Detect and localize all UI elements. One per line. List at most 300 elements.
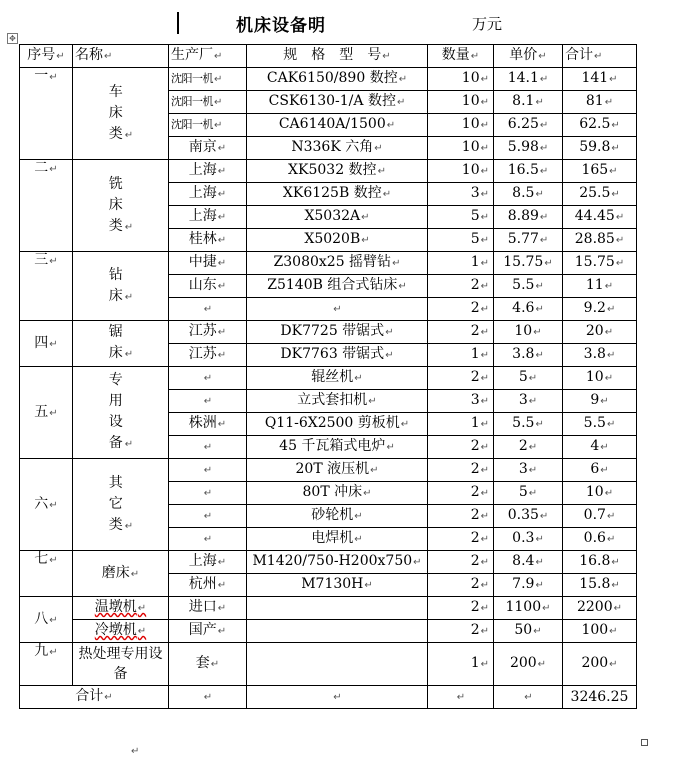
paragraph-mark: ↵ — [480, 396, 489, 407]
total-cell-text: 16.8 — [579, 553, 611, 569]
unit-price-cell — [494, 597, 563, 620]
paragraph-mark: ↵ — [535, 281, 544, 292]
unit-price-cell-text: 5.5 — [512, 415, 535, 431]
total-cell-text: 2200 — [576, 599, 613, 615]
total-cell — [563, 528, 637, 551]
paragraph-mark: ↵ — [480, 626, 489, 637]
manufacturer-cell-text: 上海 — [188, 553, 217, 569]
row-seq-text: 六 — [34, 495, 49, 512]
unit-price-cell — [494, 183, 563, 206]
row-seq — [20, 252, 73, 321]
paragraph-mark: ↵ — [398, 74, 408, 85]
row-seq-text: 九 — [34, 643, 49, 659]
total-cell — [563, 551, 637, 574]
manufacturer-cell-text: 江苏 — [188, 346, 217, 362]
row-seq-text: 七 — [34, 551, 49, 567]
model-cell-text: DK7763 带锯式 — [280, 346, 385, 362]
quantity-cell-text: 5 — [470, 208, 480, 224]
paragraph-mark: ↵ — [480, 258, 489, 269]
paragraph-mark: ↵ — [528, 396, 538, 407]
model-cell — [247, 321, 428, 344]
total-cell-text: 6 — [590, 461, 600, 477]
paragraph-mark: ↵ — [604, 97, 614, 108]
paragraph-mark: ↵ — [611, 143, 620, 154]
quantity-cell-text: 10 — [461, 93, 480, 109]
paragraph-mark: ↵ — [611, 580, 620, 591]
manufacturer-cell — [169, 413, 247, 436]
category-name — [73, 459, 169, 551]
paragraph-mark: ↵ — [49, 72, 58, 83]
model-cell — [247, 160, 428, 183]
paragraph-mark: ↵ — [535, 580, 544, 591]
unit-price-cell — [494, 275, 563, 298]
category-name-text: 温墩机 — [94, 599, 137, 615]
total-cell-text: 81 — [585, 93, 604, 109]
header-quantity: 数量↵ — [428, 45, 494, 68]
model-cell-text: 辊丝机 — [311, 369, 354, 385]
unit-price-cell — [494, 390, 563, 413]
total-cell — [563, 344, 637, 367]
manufacturer-cell-text: 桂林 — [188, 231, 217, 247]
quantity-cell — [428, 620, 494, 643]
paragraph-mark: ↵ — [480, 304, 489, 315]
paragraph-mark: ↵ — [480, 419, 489, 430]
category-name — [73, 597, 169, 620]
paragraph-mark: ↵ — [480, 143, 489, 154]
quantity-cell — [428, 436, 494, 459]
model-cell-text: DK7725 带锯式 — [280, 323, 385, 339]
manufacturer-cell-text: 国产 — [188, 622, 217, 638]
paragraph-mark: ↵ — [386, 442, 395, 453]
paragraph-mark: ↵ — [413, 557, 422, 568]
total-cell — [563, 482, 637, 505]
quantity-cell-text: 1 — [470, 346, 480, 362]
paragraph-mark: ↵ — [600, 396, 609, 407]
unit-price-cell — [494, 298, 563, 321]
paragraph-mark: ↵ — [203, 692, 213, 703]
total-cell — [563, 459, 637, 482]
row-seq — [20, 160, 73, 252]
quantity-cell — [428, 298, 494, 321]
category-name — [73, 367, 169, 459]
paragraph-mark: ↵ — [49, 164, 58, 175]
paragraph-mark: ↵ — [544, 258, 553, 269]
unit-price-cell-text: 8.89 — [507, 208, 539, 224]
paragraph-mark: ↵ — [333, 692, 342, 703]
table-row — [20, 551, 637, 574]
manufacturer-cell — [169, 229, 247, 252]
model-cell-text: XK5032 数控 — [288, 162, 377, 178]
quantity-cell — [428, 137, 494, 160]
table-row — [20, 321, 637, 344]
paragraph-mark: ↵ — [604, 488, 614, 499]
total-cell-text: 25.5 — [579, 185, 611, 201]
model-cell-text: CAK6150/890 数控 — [266, 70, 398, 86]
row-seq-text: 一 — [34, 68, 49, 84]
paragraph-mark: ↵ — [456, 692, 466, 703]
paragraph-mark: ↵ — [480, 580, 489, 591]
quantity-cell — [428, 390, 494, 413]
quantity-cell — [428, 206, 494, 229]
unit-price-cell-text: 200 — [509, 655, 537, 671]
paragraph-mark: ↵ — [524, 692, 533, 703]
category-name — [73, 620, 169, 643]
quantity-cell-text: 2 — [470, 369, 480, 385]
manufacturer-cell-text: 山东 — [188, 277, 217, 293]
paragraph-mark: ↵ — [217, 419, 227, 430]
model-cell — [247, 68, 428, 91]
table-resize-handle[interactable] — [641, 739, 648, 746]
paragraph-mark: ↵ — [214, 96, 222, 108]
paragraph-mark: ↵ — [354, 373, 363, 384]
quantity-cell — [428, 459, 494, 482]
grand-total-value — [563, 686, 637, 709]
paragraph-mark: ↵ — [49, 407, 58, 419]
quantity-cell-text: 2 — [470, 484, 480, 500]
model-cell — [247, 367, 428, 390]
manufacturer-cell-text: 上海 — [188, 185, 217, 201]
table-row — [20, 643, 637, 686]
paragraph-mark: ↵ — [609, 74, 618, 85]
total-cell-text: 3.8 — [583, 346, 606, 362]
quantity-cell — [428, 686, 494, 709]
quantity-cell-text: 3 — [470, 185, 480, 201]
paragraph-mark: ↵ — [535, 304, 544, 315]
manufacturer-cell — [169, 574, 247, 597]
paragraph-mark: ↵ — [539, 120, 549, 131]
model-cell-text: CSK6130-1/A 数控 — [268, 93, 396, 109]
paragraph-mark: ↵ — [611, 557, 620, 568]
total-cell-text: 20 — [585, 323, 604, 339]
paragraph-mark: ↵ — [480, 511, 489, 522]
header-seq: 序号↵ — [20, 45, 73, 68]
paragraph-mark: ↵ — [49, 256, 58, 267]
paragraph-mark: ↵ — [480, 350, 489, 361]
unit-price-cell-text: 7.9 — [512, 576, 535, 592]
unit-price-cell — [494, 574, 563, 597]
total-cell-text: 44.45 — [574, 208, 615, 224]
total-cell — [563, 436, 637, 459]
total-cell — [563, 160, 637, 183]
paragraph-mark: ↵ — [480, 557, 489, 568]
row-seq — [20, 459, 73, 551]
model-cell — [247, 344, 428, 367]
equipment-table — [19, 44, 637, 709]
paragraph-mark: ↵ — [535, 189, 544, 200]
quantity-cell-text: 10 — [461, 139, 480, 155]
manufacturer-cell-text: 杭州 — [188, 576, 217, 592]
document-title: 机床设备明 — [236, 16, 326, 36]
manufacturer-cell — [169, 686, 247, 709]
paragraph-mark: ↵ — [480, 120, 489, 131]
unit-price-cell-text: 5.5 — [512, 277, 535, 293]
paragraph-mark: ↵ — [217, 281, 227, 292]
quantity-cell — [428, 528, 494, 551]
category-name-text: 专用设备 — [108, 372, 123, 451]
manufacturer-cell-text: 上海 — [188, 208, 217, 224]
total-cell-text: 0.7 — [583, 507, 606, 523]
paragraph-mark: ↵ — [613, 603, 623, 614]
category-name — [73, 321, 169, 367]
row-seq-text: 三 — [34, 252, 49, 268]
quantity-cell-text: 1 — [470, 254, 480, 270]
paragraph-mark: ↵ — [370, 465, 379, 476]
category-name-text: 车床类 — [108, 83, 123, 142]
unit-price-cell — [494, 160, 563, 183]
unit-price-cell-text: 2 — [518, 438, 528, 454]
unit-price-cell-text: 5 — [518, 484, 528, 500]
manufacturer-cell-text: 江苏 — [188, 323, 217, 339]
manufacturer-cell — [169, 206, 247, 229]
quantity-cell — [428, 183, 494, 206]
unit-price-cell — [494, 551, 563, 574]
table-move-handle-icon[interactable]: ✥ — [7, 33, 18, 44]
model-cell — [247, 229, 428, 252]
manufacturer-cell — [169, 298, 247, 321]
unit-price-cell — [494, 620, 563, 643]
paragraph-mark: ↵ — [606, 511, 616, 522]
table-row — [20, 597, 637, 620]
manufacturer-cell — [169, 482, 247, 505]
unit-price-cell-text: 3 — [518, 461, 528, 477]
paragraph-mark: ↵ — [124, 291, 134, 303]
paragraph-mark: ↵ — [480, 659, 489, 670]
unit-price-cell — [494, 137, 563, 160]
paragraph-mark: ↵ — [203, 488, 213, 499]
paragraph-mark: ↵ — [528, 465, 538, 476]
quantity-cell-text: 10 — [461, 116, 480, 132]
paragraph-mark: ↵ — [615, 258, 625, 269]
model-cell — [247, 551, 428, 574]
unit-price-cell — [494, 114, 563, 137]
total-cell-text: 15.8 — [579, 576, 611, 592]
paragraph-mark: ↵ — [203, 304, 213, 315]
quantity-cell-text: 2 — [470, 438, 480, 454]
paragraph-mark: ↵ — [386, 120, 396, 131]
paragraph-mark: ↵ — [604, 373, 614, 384]
model-cell — [247, 597, 428, 620]
manufacturer-cell — [169, 643, 247, 686]
quantity-cell-text: 2 — [470, 576, 480, 592]
paragraph-mark: ↵ — [333, 304, 342, 315]
unit-price-cell-text: 4.6 — [512, 300, 535, 316]
model-cell — [247, 436, 428, 459]
unit-price-cell-text: 3.8 — [512, 346, 535, 362]
unit-price-cell — [494, 459, 563, 482]
paragraph-mark: ↵ — [382, 189, 392, 200]
manufacturer-cell-text: 进口 — [188, 599, 217, 615]
header-row — [20, 45, 637, 68]
manufacturer-cell — [169, 68, 247, 91]
category-name-text: 冷墩机 — [94, 622, 137, 638]
header-name: 名称↵ — [73, 45, 169, 68]
manufacturer-cell — [169, 183, 247, 206]
paragraph-mark: ↵ — [480, 488, 489, 499]
model-cell — [247, 528, 428, 551]
paragraph-mark: ↵ — [533, 327, 542, 338]
unit-price-cell-text: 5.98 — [507, 139, 539, 155]
total-cell-text: 165 — [581, 162, 609, 178]
paragraph-mark: ↵ — [124, 129, 134, 141]
table-row — [20, 620, 637, 643]
unit-price-cell-text: 14.1 — [507, 70, 539, 86]
paragraph-mark: ↵ — [374, 143, 383, 154]
total-cell-text: 15.75 — [574, 254, 615, 270]
paragraph-mark: ↵ — [363, 488, 372, 499]
quantity-cell — [428, 505, 494, 528]
paragraph-mark: ↵ — [354, 511, 363, 522]
total-cell-text: 200 — [581, 655, 609, 671]
model-cell — [247, 252, 428, 275]
paragraph-mark: ↵ — [606, 419, 616, 430]
paragraph-mark: ↵ — [203, 511, 213, 522]
paragraph-mark: ↵ — [217, 327, 227, 338]
model-cell-text: Z5140B 组合式钻床 — [267, 277, 398, 293]
paragraph-mark: ↵ — [385, 350, 394, 361]
quantity-cell-text: 1 — [470, 655, 480, 671]
paragraph-mark: ↵ — [217, 166, 227, 177]
paragraph-mark: ↵ — [49, 647, 58, 658]
paragraph-mark: ↵ — [203, 442, 213, 453]
table-body — [20, 68, 637, 709]
quantity-cell-text: 2 — [470, 461, 480, 477]
header-unit-price: 单价↵ — [494, 45, 563, 68]
model-cell — [247, 137, 428, 160]
quantity-cell — [428, 367, 494, 390]
total-cell — [563, 413, 637, 436]
quantity-cell-text: 2 — [470, 622, 480, 638]
total-cell — [563, 183, 637, 206]
paragraph-mark: ↵ — [217, 626, 227, 637]
model-cell-text: XK6125B 数控 — [282, 185, 382, 201]
unit-price-cell-text: 0.3 — [512, 530, 535, 546]
model-cell-text: 电焊机 — [311, 530, 354, 546]
paragraph-mark: ↵ — [214, 119, 222, 131]
paragraph-mark: ↵ — [49, 338, 58, 350]
category-name — [73, 551, 169, 597]
total-cell-text: 5.5 — [583, 415, 606, 431]
unit-price-cell — [494, 252, 563, 275]
quantity-cell-text: 2 — [470, 300, 480, 316]
unit-price-cell — [494, 321, 563, 344]
quantity-cell — [428, 482, 494, 505]
model-cell — [247, 206, 428, 229]
manufacturer-cell — [169, 275, 247, 298]
total-cell-text: 28.85 — [574, 231, 615, 247]
manufacturer-cell — [169, 252, 247, 275]
model-cell-text: 45 千瓦箱式电炉 — [279, 438, 386, 454]
row-seq-text: 四 — [34, 334, 49, 351]
category-name — [73, 643, 169, 686]
manufacturer-cell-text: 上海 — [188, 162, 217, 178]
unit-price-cell — [494, 68, 563, 91]
total-cell — [563, 229, 637, 252]
unit-price-cell-text: 0.35 — [507, 507, 539, 523]
paragraph-mark: ↵ — [217, 189, 227, 200]
table-row — [20, 459, 637, 482]
paragraph-mark: ↵ — [604, 327, 614, 338]
header-model: 规 格 型 号↵ — [247, 45, 428, 68]
quantity-cell-text: 2 — [470, 599, 480, 615]
manufacturer-cell-text: 株洲 — [188, 415, 217, 431]
paragraph-mark: ↵ — [611, 189, 620, 200]
manufacturer-cell — [169, 505, 247, 528]
unit-price-cell-text: 15.75 — [503, 254, 544, 270]
paragraph-mark: ↵ — [203, 396, 213, 407]
unit-price-cell-text: 10 — [514, 323, 533, 339]
paragraph-mark: ↵ — [361, 212, 370, 223]
paragraph-mark: ↵ — [609, 166, 618, 177]
manufacturer-cell — [169, 551, 247, 574]
paragraph-mark: ↵ — [480, 74, 489, 85]
manufacturer-cell-text: 套 — [195, 655, 210, 671]
model-cell — [247, 459, 428, 482]
quantity-cell — [428, 252, 494, 275]
paragraph-mark: ↵ — [480, 534, 489, 545]
paragraph-mark: ↵ — [600, 442, 609, 453]
paragraph-mark: ↵ — [398, 281, 407, 292]
quantity-cell-text: 10 — [461, 70, 480, 86]
quantity-cell-text: 1 — [470, 415, 480, 431]
model-cell-text: X5032A — [304, 208, 361, 224]
model-cell — [247, 275, 428, 298]
paragraph-mark: ↵ — [539, 511, 549, 522]
model-cell-text: 80T 冲床 — [302, 484, 363, 500]
quantity-cell — [428, 344, 494, 367]
unit-price-cell — [494, 528, 563, 551]
unit-price-cell-text: 16.5 — [507, 162, 539, 178]
paragraph-mark: ↵ — [396, 97, 406, 108]
row-seq — [20, 367, 73, 459]
unit-price-cell-text: 8.5 — [512, 185, 535, 201]
grand-total-label — [20, 686, 169, 709]
unit-price-cell-text: 8.1 — [512, 93, 535, 109]
paragraph-mark: ↵ — [533, 626, 542, 637]
paragraph-mark: ↵ — [480, 189, 489, 200]
unit-price-cell — [494, 686, 563, 709]
category-name-text: 热处理专用设备 — [78, 646, 163, 682]
paragraph-mark: ↵ — [480, 465, 489, 476]
paragraph-mark: ↵ — [480, 281, 489, 292]
model-cell — [247, 413, 428, 436]
paragraph-mark: ↵ — [210, 659, 220, 670]
quantity-cell — [428, 643, 494, 686]
category-name — [73, 160, 169, 252]
manufacturer-cell — [169, 528, 247, 551]
manufacturer-cell-text: 中捷 — [188, 254, 217, 270]
model-cell — [247, 298, 428, 321]
paragraph-mark: ↵ — [217, 212, 227, 223]
total-cell — [563, 321, 637, 344]
grand-total-label-text: 合计 — [75, 688, 104, 704]
model-cell — [247, 620, 428, 643]
paragraph-mark: ↵ — [535, 350, 544, 361]
manufacturer-cell — [169, 321, 247, 344]
unit-price-cell — [494, 643, 563, 686]
category-name — [73, 252, 169, 321]
row-seq — [20, 597, 73, 643]
paragraph-mark: ↵ — [49, 614, 58, 626]
paragraph-mark: ↵ — [480, 442, 489, 453]
text-cursor — [177, 12, 179, 34]
paragraph-mark: ↵ — [217, 258, 227, 269]
manufacturer-cell — [169, 620, 247, 643]
total-cell — [563, 114, 637, 137]
unit-price-cell-text: 1100 — [505, 599, 542, 615]
total-cell-text: 0.6 — [583, 530, 606, 546]
unit-price-cell-text: 5 — [518, 369, 528, 385]
unit-price-cell-text: 5.77 — [507, 231, 539, 247]
